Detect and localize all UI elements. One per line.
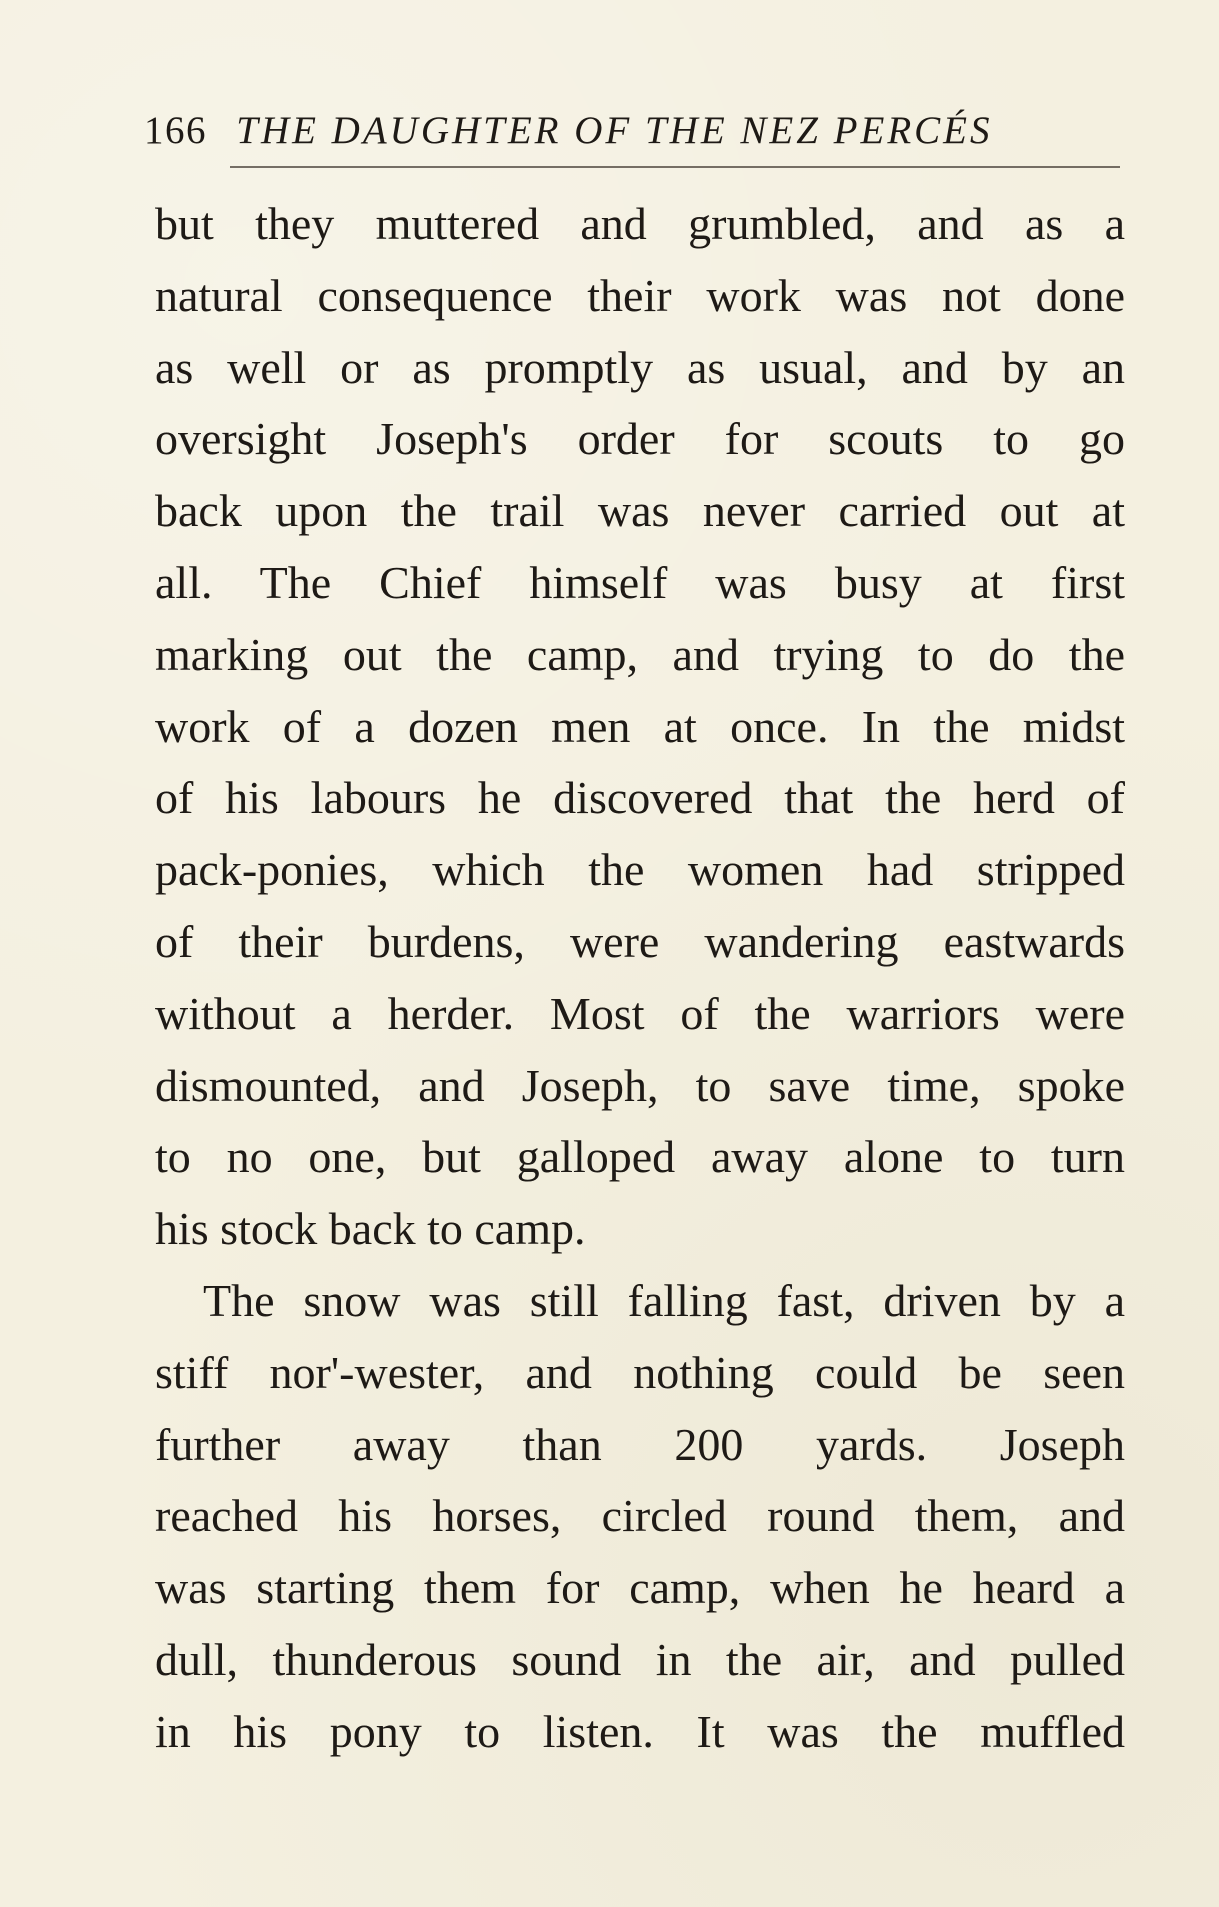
text-line: marking out the camp, and trying to do the bbox=[155, 628, 1125, 680]
text-line: The snow was still falling fast, driven by a bbox=[203, 1274, 1125, 1326]
text-line: pack-ponies, which the women had stripped bbox=[155, 844, 1125, 896]
text-line: natural consequence their work was not done bbox=[155, 269, 1125, 321]
text-line: dismounted, and Joseph, to save time, spoke bbox=[155, 1059, 1125, 1111]
text-line: without a herder. Most of the warriors were bbox=[155, 987, 1125, 1039]
text-line: but they muttered and grumbled, and as a bbox=[155, 198, 1125, 249]
text-line: to no one, but galloped away alone to turn bbox=[155, 1131, 1125, 1183]
text-line: of his labours he discovered that the herd of bbox=[155, 772, 1125, 824]
book-title: THE DAUGHTER OF THE NEZ PERCÉS bbox=[236, 109, 993, 152]
text-line: his stock back to camp. bbox=[155, 1203, 586, 1255]
text-line: as well or as promptly as usual, and by an bbox=[155, 341, 1125, 393]
text-line: back upon the trail was never carried out at bbox=[155, 485, 1125, 537]
body-text bbox=[155, 188, 1125, 1768]
text-line: all. The Chief himself was busy at first bbox=[155, 556, 1125, 608]
text-line: further away than 200 yards. Joseph bbox=[155, 1418, 1125, 1470]
text-line: work of a dozen men at once. In the midst bbox=[155, 700, 1125, 752]
text-line: in his pony to listen. It was the muffled bbox=[155, 1705, 1125, 1757]
text-line: dull, thunderous sound in the air, and pulled bbox=[155, 1633, 1125, 1685]
text-line: stiff nor'-wester, and nothing could be seen bbox=[155, 1346, 1125, 1398]
text-line: reached his horses, circled round them, and bbox=[155, 1490, 1125, 1542]
text-line: of their burdens, were wandering eastwards bbox=[155, 915, 1125, 967]
text-line: oversight Joseph's order for scouts to go bbox=[155, 413, 1125, 465]
text-line: was starting them for camp, when he heard a bbox=[155, 1562, 1125, 1614]
header-rule bbox=[230, 166, 1120, 168]
running-head bbox=[144, 106, 1124, 156]
paragraph bbox=[155, 1265, 1125, 1768]
paragraph bbox=[155, 188, 1125, 1265]
page-number: 166 bbox=[144, 109, 207, 152]
